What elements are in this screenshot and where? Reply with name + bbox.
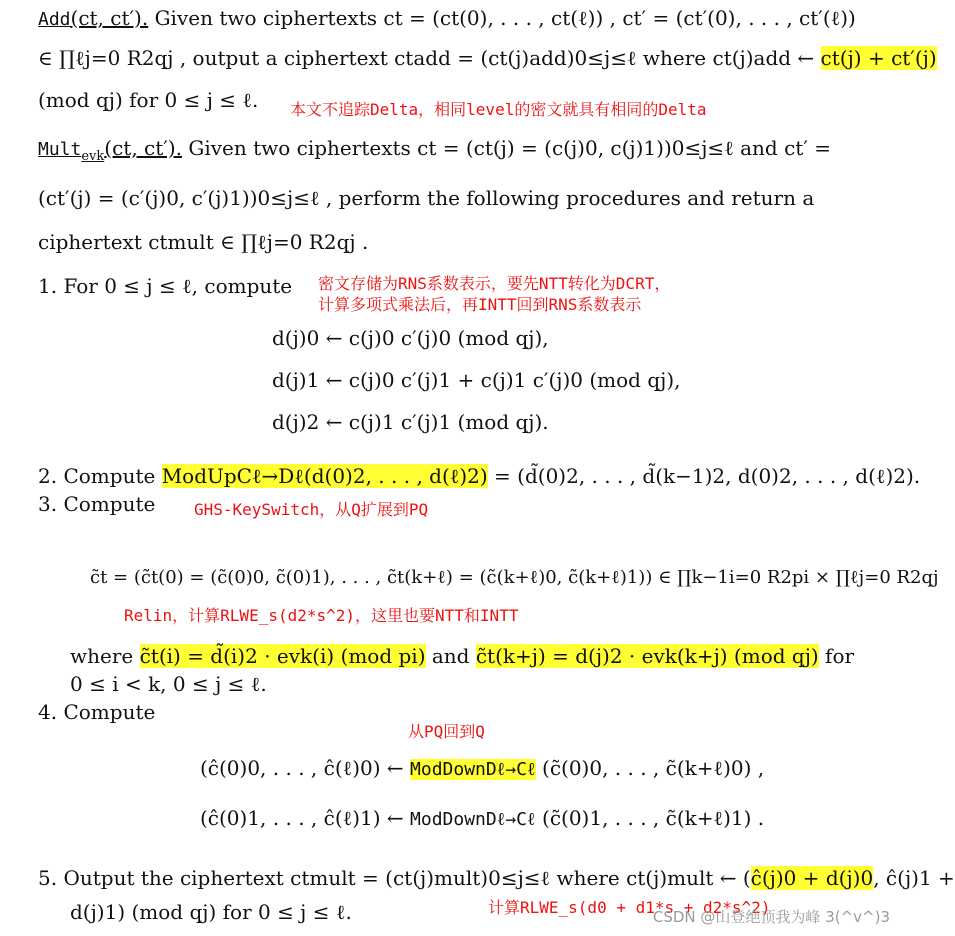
step2-number: 2.: [38, 464, 58, 488]
step5-highlight: ĉ(j)0 + d(j)0: [750, 866, 874, 890]
step2-text-rest: = (d̃(0)2, . . . , d̃(k−1)2, d(0)2, . . . , d(ℓ)2).: [487, 464, 921, 488]
step3-number: 3.: [38, 492, 58, 516]
step5-line2: d(j)1) (mod qj) for 0 ≤ j ≤ ℓ.: [70, 900, 352, 924]
mult-line1-text: Given two ciphertexts ct = (ct(j) = (c(j)0, c(j)1))0≤j≤ℓ and ct′ =: [181, 136, 831, 160]
mult-op-name: Mult: [38, 139, 82, 160]
add-definition-line2: [38, 46, 937, 70]
step1-text: For 0 ≤ j ≤ ℓ, compute: [63, 274, 293, 298]
step1-number: 1.: [38, 274, 58, 298]
step3: [38, 492, 155, 516]
step3-text: Compute: [63, 492, 156, 516]
step4-annotation: 从PQ回到Q: [408, 722, 485, 741]
add-op-name: Add: [38, 9, 71, 30]
step3-highlight-2: c̃t(k+j) = d(j)2 · evk(k+j) (mod qj): [475, 644, 819, 668]
step4-eq1-right: (c̃(0)0, . . . , c̃(k+ℓ)0) ,: [542, 756, 765, 780]
mult-line2-text: (ct′(j) = (c′(j)0, c′(j)1))0≤j≤ℓ , perform the following procedures and return a: [38, 186, 815, 210]
step1-equation-d0: d(j)0 ← c(j)0 c′(j)0 (mod qj),: [272, 326, 549, 350]
step4: [38, 700, 155, 724]
step4-equation-c0: [200, 756, 764, 782]
add-line1-text: Given two ciphertexts ct = (ct(0), . . . , ct(ℓ)) , ct′ = (ct′(0), . . . , ct′(ℓ)): [148, 6, 856, 30]
step3-where-line: [70, 644, 854, 668]
step4-eq2-left: (ĉ(0)1, . . . , ĉ(ℓ)1) ←: [200, 806, 404, 830]
step2-highlight: ModUpCℓ→Dℓ(d(0)2, . . . , d(ℓ)2): [161, 464, 488, 488]
step3-relin-annotation: Relin，计算RLWE_s(d2*s^2)，这里也要NTT和INTT: [124, 606, 519, 625]
step3-and: and: [425, 644, 476, 668]
step4-text: Compute: [63, 700, 156, 724]
step3-where: where: [70, 644, 134, 668]
step1-equation-d1: d(j)1 ← c(j)0 c′(j)1 + c(j)1 c′(j)0 (mod qj),: [272, 368, 681, 392]
step4-eq2-op: ModDownDℓ→Cℓ: [410, 809, 536, 830]
step5-text-rest: , ĉ(j)1 +: [873, 866, 955, 890]
step2: [38, 464, 920, 488]
step3-ghs-annotation: GHS-KeySwitch，从Q扩展到PQ: [194, 500, 429, 519]
step3-equation: c̃t = (c̃t(0) = (c̃(0)0, c̃(0)1), . . . , c̃t(k+ℓ) = (c̃(k+ℓ)0, c̃(k+ℓ)1)) ∈ ∏k−1i=0 R2pi × ∏ℓj=0 R2qj: [90, 567, 939, 588]
add-annotation: 本文不追踪Delta，相同level的密文就具有相同的Delta: [290, 100, 707, 119]
add-definition-line3: [38, 88, 258, 112]
step4-eq2-right: (c̃(0)1, . . . , c̃(k+ℓ)1) .: [542, 806, 765, 830]
mult-line3-text: ciphertext ctmult ∈ ∏ℓj=0 R2qj .: [38, 230, 369, 254]
step5-annotation: 计算RLWE_s(d0 + d1*s + d2*s^2): [488, 898, 771, 917]
add-definition-line1: [38, 6, 856, 32]
mult-definition-line1: [38, 136, 831, 169]
mult-definition-line3: [38, 230, 368, 254]
step3-condition: 0 ≤ i < k, 0 ≤ j ≤ ℓ.: [70, 672, 267, 696]
step2-text: Compute: [63, 464, 156, 488]
step4-eq1-highlight: ModDownDℓ→Cℓ: [410, 759, 536, 780]
step5-text: Output the ciphertext ctmult = (ct(j)mult)0≤j≤ℓ where ct(j)mult ← (: [63, 866, 751, 890]
step5-number: 5.: [38, 866, 58, 890]
mult-definition-line2: [38, 186, 814, 210]
step4-equation-c1: [200, 806, 764, 832]
step4-number: 4.: [38, 700, 58, 724]
step1-equation-d2: d(j)2 ← c(j)1 c′(j)1 (mod qj).: [272, 410, 549, 434]
step1-annotation-line2: 计算多项式乘法后，再INTT回到RNS系数表示: [318, 295, 642, 314]
add-op-args: (ct, ct′).: [70, 6, 149, 30]
mult-op-args: (ct, ct′).: [104, 136, 182, 160]
step5: [38, 866, 955, 890]
watermark: CSDN @山登绝顶我为峰 3(^v^)3: [652, 908, 890, 926]
add-line3-text: (mod qj) for 0 ≤ j ≤ ℓ.: [38, 88, 259, 112]
step3-for: for: [818, 644, 855, 668]
add-highlight: ct(j) + ct′(j): [820, 46, 937, 70]
step3-highlight-1: c̃t(i) = d̃(i)2 · evk(i) (mod pi): [139, 644, 426, 668]
step4-eq1-left: (ĉ(0)0, . . . , ĉ(ℓ)0) ←: [200, 756, 404, 780]
step1-annotation-line1: 密文存储为RNS系数表示，要先NTT转化为DCRT，: [318, 274, 671, 293]
add-line2-text: ∈ ∏ℓj=0 R2qj , output a ciphertext ctadd = (ct(j)add)0≤j≤ℓ where ct(j)add ←: [38, 46, 815, 70]
mult-op-sub: evk: [81, 149, 105, 164]
step1: [38, 274, 292, 298]
